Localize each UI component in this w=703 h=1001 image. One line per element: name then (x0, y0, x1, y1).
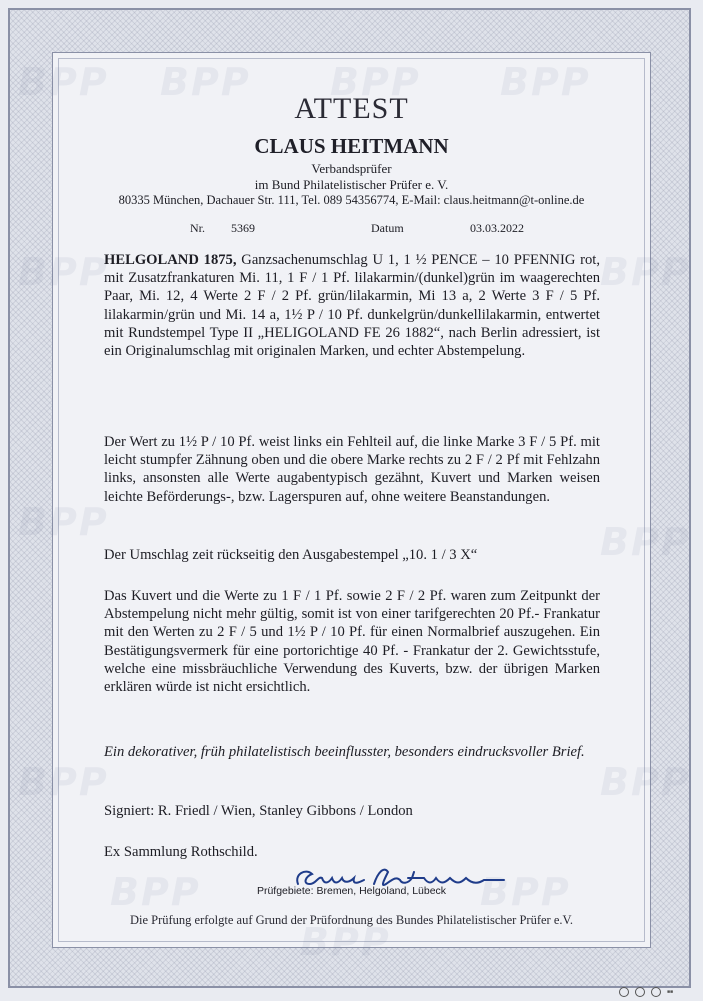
issuer-logos (619, 983, 691, 997)
nr-label: Nr. (190, 221, 205, 235)
item-heading: HELGOLAND 1875, (104, 252, 237, 268)
signatures-paragraph: Signiert: R. Friedl / Wien, Stanley Gibbons / London (104, 803, 413, 819)
regulation-note: Die Prüfung erfolgte auf Grund der Prüfordnung des Bundes Philatelistischer Prüfer e.V. (129, 913, 574, 927)
nr-value: 5369 (231, 221, 255, 235)
expert-association: im Bund Philatelistischer Prüfer e. V. (254, 177, 449, 192)
datum-label: Datum (371, 221, 404, 235)
condition-paragraph: Der Wert zu 1½ P / 10 Pf. weist links ein Fehlteil auf, die linke Marke 3 F / 5 Pf. mit leicht stumpfer Zähnung oben und die obere Marke rechts zu 2 F / 2 Pf mit Fehlzahn links, ansonsten alle Werte augabentypisch gezähnt, Kuvert und Marken weisen leichte Beförderungs-, bzw. Lagerspuren auf, ohne weitere Beanstandungen. (104, 434, 600, 505)
certificate-title: ATTEST (294, 92, 409, 125)
copyright-icon (619, 987, 629, 997)
franking-paragraph: Das Kuvert und die Werte zu 1 F / 1 Pf. sowie 2 F / 2 Pf. waren zum Zeitpunkt der Abstempelung nicht mehr gültig, somit ist von einer tarifgerechten 20 Pf.- Frankatur mit den Werten zu 2 F / 5 und 1½ P / 10 Pf. für einen Normalbrief auszugehen. Ein Bestätigungsvermerk für eine portorichtige 40 Pf. - Frankatur der 2. Gewichtsstufe, welche eine missbräuchliche Verwendung des Kuverts, bzw. der übrigen Marken erklären würde ist nicht ersichtlich. (104, 588, 600, 696)
expertise-areas: Prüfgebiete: Bremen, Helgoland, Lübeck (256, 885, 447, 897)
expert-role: Verbandsprüfer (311, 161, 392, 176)
expert-name: CLAUS HEITMANN (254, 134, 449, 158)
expert-address: 80335 München, Dachauer Str. 111, Tel. 089 54356774, E-Mail: claus.heitmann@t-online.de (118, 193, 585, 207)
description-paragraph (104, 251, 600, 360)
provenance-paragraph: Ex Sammlung Rothschild. (104, 844, 258, 860)
description-text: Ganzsachenumschlag U 1, 1 ½ PENCE – 10 PFENNIG rot, mit Zusatzfrankaturen Mi. 11, 1 F / 1 Pf. lilakarmin/(dunkel)grün im waagerechten Paar, Mi. 12, 4 Werte 2 F / 2 Pf. grün/lilakarmin, Mi 13 a, 2 Werte 3 F / 5 Pf. lilakarmin/grün und Mi. 14 a, 1½ P / 10 Pf. dunkelgrün/dunkellilakarmin, entwertet mit Rundstempel Type II „HELIGOLAND FE 26 1882“, nach Berlin adressiert, ist ein Originalumschlag mit originalen Marken, und echter Abstempelung. (104, 252, 601, 360)
assessment-paragraph: Ein dekorativer, früh philatelistisch beeinflusster, besonders eindrucksvoller Brief. (104, 744, 585, 760)
seal-icon-2 (651, 987, 661, 997)
backstamp-paragraph: Der Umschlag zeit rückseitig den Ausgabestempel „10. 1 / 3 X“ (104, 547, 478, 563)
datum-value: 03.03.2022 (470, 221, 524, 235)
logo-mark: ■■ (667, 989, 674, 996)
seal-icon (635, 987, 645, 997)
